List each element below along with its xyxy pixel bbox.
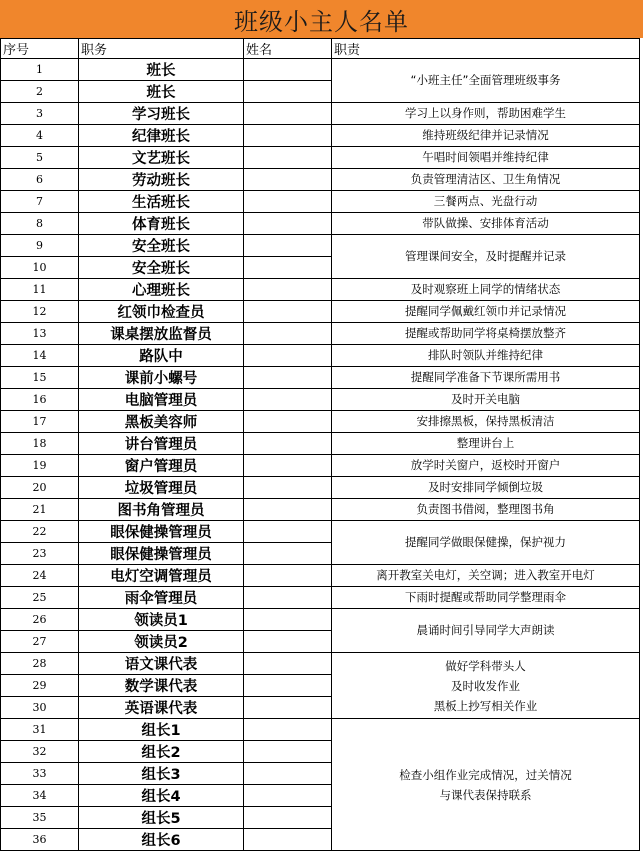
table-row <box>1 323 640 345</box>
row-number: 28 <box>1 653 79 675</box>
name-cell[interactable] <box>244 345 332 367</box>
role-cell: 安全班长 <box>79 257 244 279</box>
row-number: 12 <box>1 301 79 323</box>
role-cell: 组长4 <box>79 785 244 807</box>
role-cell: 课桌摆放监督员 <box>79 323 244 345</box>
name-cell[interactable] <box>244 103 332 125</box>
role-cell: 语文课代表 <box>79 653 244 675</box>
row-number: 11 <box>1 279 79 301</box>
name-cell[interactable] <box>244 697 332 719</box>
table-row <box>1 367 640 389</box>
row-number: 9 <box>1 235 79 257</box>
table-row <box>1 587 640 609</box>
duty-cell: 管理课间安全，及时提醒并记录 <box>332 235 640 279</box>
role-cell: 垃圾管理员 <box>79 477 244 499</box>
name-cell[interactable] <box>244 631 332 653</box>
table-row <box>1 653 640 675</box>
header-duty: 职责 <box>332 39 640 59</box>
table-row <box>1 191 640 213</box>
duty-cell: 安排擦黑板，保持黑板清洁 <box>332 411 640 433</box>
sheet-title: 班级小主人名单 <box>0 0 643 38</box>
duty-cell: 放学时关窗户，返校时开窗户 <box>332 455 640 477</box>
role-cell: 班长 <box>79 59 244 81</box>
role-cell: 心理班长 <box>79 279 244 301</box>
name-cell[interactable] <box>244 587 332 609</box>
duty-cell: “小班主任”全面管理班级事务 <box>332 59 640 103</box>
row-number: 14 <box>1 345 79 367</box>
name-cell[interactable] <box>244 301 332 323</box>
duty-cell <box>332 653 640 719</box>
name-cell[interactable] <box>244 653 332 675</box>
header-row <box>1 39 640 59</box>
name-cell[interactable] <box>244 741 332 763</box>
row-number: 13 <box>1 323 79 345</box>
row-number: 36 <box>1 829 79 851</box>
role-cell: 纪律班长 <box>79 125 244 147</box>
table-row <box>1 719 640 741</box>
table-row <box>1 59 640 81</box>
duty-cell: 维持班级纪律并记录情况 <box>332 125 640 147</box>
name-cell[interactable] <box>244 213 332 235</box>
name-cell[interactable] <box>244 807 332 829</box>
name-cell[interactable] <box>244 169 332 191</box>
duty-line: 黑板上抄写相关作业 <box>433 698 538 713</box>
row-number: 33 <box>1 763 79 785</box>
duty-cell: 及时开关电脑 <box>332 389 640 411</box>
duty-line: 做好学科带头人 <box>445 658 526 673</box>
role-cell: 组长3 <box>79 763 244 785</box>
name-cell[interactable] <box>244 477 332 499</box>
role-cell: 劳动班长 <box>79 169 244 191</box>
table-row <box>1 565 640 587</box>
row-number: 2 <box>1 81 79 103</box>
name-cell[interactable] <box>244 543 332 565</box>
duty-cell: 下雨时提醒或帮助同学整理雨伞 <box>332 587 640 609</box>
name-cell[interactable] <box>244 279 332 301</box>
row-number: 21 <box>1 499 79 521</box>
name-cell[interactable] <box>244 829 332 851</box>
role-cell: 英语课代表 <box>79 697 244 719</box>
row-number: 7 <box>1 191 79 213</box>
row-number: 18 <box>1 433 79 455</box>
row-number: 19 <box>1 455 79 477</box>
role-cell: 安全班长 <box>79 235 244 257</box>
role-cell: 组长1 <box>79 719 244 741</box>
duty-cell: 离开教室关电灯，关空调；进入教室开电灯 <box>332 565 640 587</box>
role-cell: 路队中 <box>79 345 244 367</box>
row-number: 23 <box>1 543 79 565</box>
table-row <box>1 301 640 323</box>
row-number: 22 <box>1 521 79 543</box>
role-cell: 讲台管理员 <box>79 433 244 455</box>
name-cell[interactable] <box>244 257 332 279</box>
name-cell[interactable] <box>244 125 332 147</box>
duty-line: 检查小组作业完成情况，过关情况 <box>399 767 572 782</box>
row-number: 5 <box>1 147 79 169</box>
duty-cell: 带队做操、安排体育活动 <box>332 213 640 235</box>
duty-cell: 学习上以身作则，帮助困难学生 <box>332 103 640 125</box>
role-cell: 红领巾检查员 <box>79 301 244 323</box>
name-cell[interactable] <box>244 521 332 543</box>
table-row <box>1 455 640 477</box>
table-row <box>1 125 640 147</box>
row-number: 27 <box>1 631 79 653</box>
table-row <box>1 169 640 191</box>
row-number: 6 <box>1 169 79 191</box>
row-number: 10 <box>1 257 79 279</box>
row-number: 3 <box>1 103 79 125</box>
duty-cell: 午唱时间领唱并维持纪律 <box>332 147 640 169</box>
role-cell: 体育班长 <box>79 213 244 235</box>
name-cell[interactable] <box>244 411 332 433</box>
row-number: 1 <box>1 59 79 81</box>
table-row <box>1 389 640 411</box>
role-cell: 领读员2 <box>79 631 244 653</box>
role-cell: 窗户管理员 <box>79 455 244 477</box>
name-cell[interactable] <box>244 785 332 807</box>
row-number: 17 <box>1 411 79 433</box>
role-cell: 课前小螺号 <box>79 367 244 389</box>
name-cell[interactable] <box>244 59 332 81</box>
table-row <box>1 521 640 543</box>
name-cell[interactable] <box>244 81 332 103</box>
row-number: 30 <box>1 697 79 719</box>
table-row <box>1 609 640 631</box>
row-number: 35 <box>1 807 79 829</box>
table-row <box>1 499 640 521</box>
role-cell: 电灯空调管理员 <box>79 565 244 587</box>
row-number: 26 <box>1 609 79 631</box>
row-number: 25 <box>1 587 79 609</box>
duty-cell: 整理讲台上 <box>332 433 640 455</box>
row-number: 16 <box>1 389 79 411</box>
name-cell[interactable] <box>244 499 332 521</box>
table-row <box>1 279 640 301</box>
duty-cell <box>332 719 640 851</box>
duty-cell: 提醒同学准备下节课所需用书 <box>332 367 640 389</box>
duty-cell: 晨诵时间引导同学大声朗读 <box>332 609 640 653</box>
duty-cell: 及时观察班上同学的情绪状态 <box>332 279 640 301</box>
role-cell: 领读员1 <box>79 609 244 631</box>
duty-cell: 提醒同学做眼保健操，保护视力 <box>332 521 640 565</box>
row-number: 15 <box>1 367 79 389</box>
role-cell: 电脑管理员 <box>79 389 244 411</box>
duty-cell: 排队时领队并维持纪律 <box>332 345 640 367</box>
table-row <box>1 213 640 235</box>
duty-cell: 提醒同学佩戴红领巾并记录情况 <box>332 301 640 323</box>
table-row <box>1 345 640 367</box>
name-cell[interactable] <box>244 323 332 345</box>
name-cell[interactable] <box>244 455 332 477</box>
name-cell[interactable] <box>244 565 332 587</box>
duty-cell: 提醒或帮助同学将桌椅摆放整齐 <box>332 323 640 345</box>
row-number: 34 <box>1 785 79 807</box>
row-number: 8 <box>1 213 79 235</box>
role-cell: 组长6 <box>79 829 244 851</box>
role-cell: 学习班长 <box>79 103 244 125</box>
table-row <box>1 235 640 257</box>
role-cell: 眼保健操管理员 <box>79 543 244 565</box>
role-cell: 文艺班长 <box>79 147 244 169</box>
table-row <box>1 411 640 433</box>
header-name: 姓名 <box>244 39 332 59</box>
role-cell: 眼保健操管理员 <box>79 521 244 543</box>
name-cell[interactable] <box>244 235 332 257</box>
roster-table <box>0 38 640 851</box>
row-number: 29 <box>1 675 79 697</box>
table-row <box>1 103 640 125</box>
name-cell[interactable] <box>244 719 332 741</box>
table-row <box>1 433 640 455</box>
name-cell[interactable] <box>244 367 332 389</box>
duty-cell: 及时安排同学倾倒垃圾 <box>332 477 640 499</box>
duty-line: 与课代表保持联系 <box>439 787 532 802</box>
name-cell[interactable] <box>244 191 332 213</box>
name-cell[interactable] <box>244 433 332 455</box>
table-row <box>1 147 640 169</box>
header-no: 序号 <box>1 39 79 59</box>
name-cell[interactable] <box>244 389 332 411</box>
row-number: 20 <box>1 477 79 499</box>
row-number: 31 <box>1 719 79 741</box>
row-number: 24 <box>1 565 79 587</box>
role-cell: 雨伞管理员 <box>79 587 244 609</box>
name-cell[interactable] <box>244 147 332 169</box>
name-cell[interactable] <box>244 675 332 697</box>
header-role: 职务 <box>79 39 244 59</box>
role-cell: 组长2 <box>79 741 244 763</box>
duty-line: 及时收发作业 <box>451 678 520 693</box>
role-cell: 图书角管理员 <box>79 499 244 521</box>
duty-cell: 负责管理清洁区、卫生角情况 <box>332 169 640 191</box>
role-cell: 黑板美容师 <box>79 411 244 433</box>
table-row <box>1 477 640 499</box>
row-number: 4 <box>1 125 79 147</box>
duty-cell: 三餐两点、光盘行动 <box>332 191 640 213</box>
role-cell: 班长 <box>79 81 244 103</box>
row-number: 32 <box>1 741 79 763</box>
role-cell: 生活班长 <box>79 191 244 213</box>
role-cell: 数学课代表 <box>79 675 244 697</box>
name-cell[interactable] <box>244 609 332 631</box>
duty-cell: 负责图书借阅，整理图书角 <box>332 499 640 521</box>
role-cell: 组长5 <box>79 807 244 829</box>
